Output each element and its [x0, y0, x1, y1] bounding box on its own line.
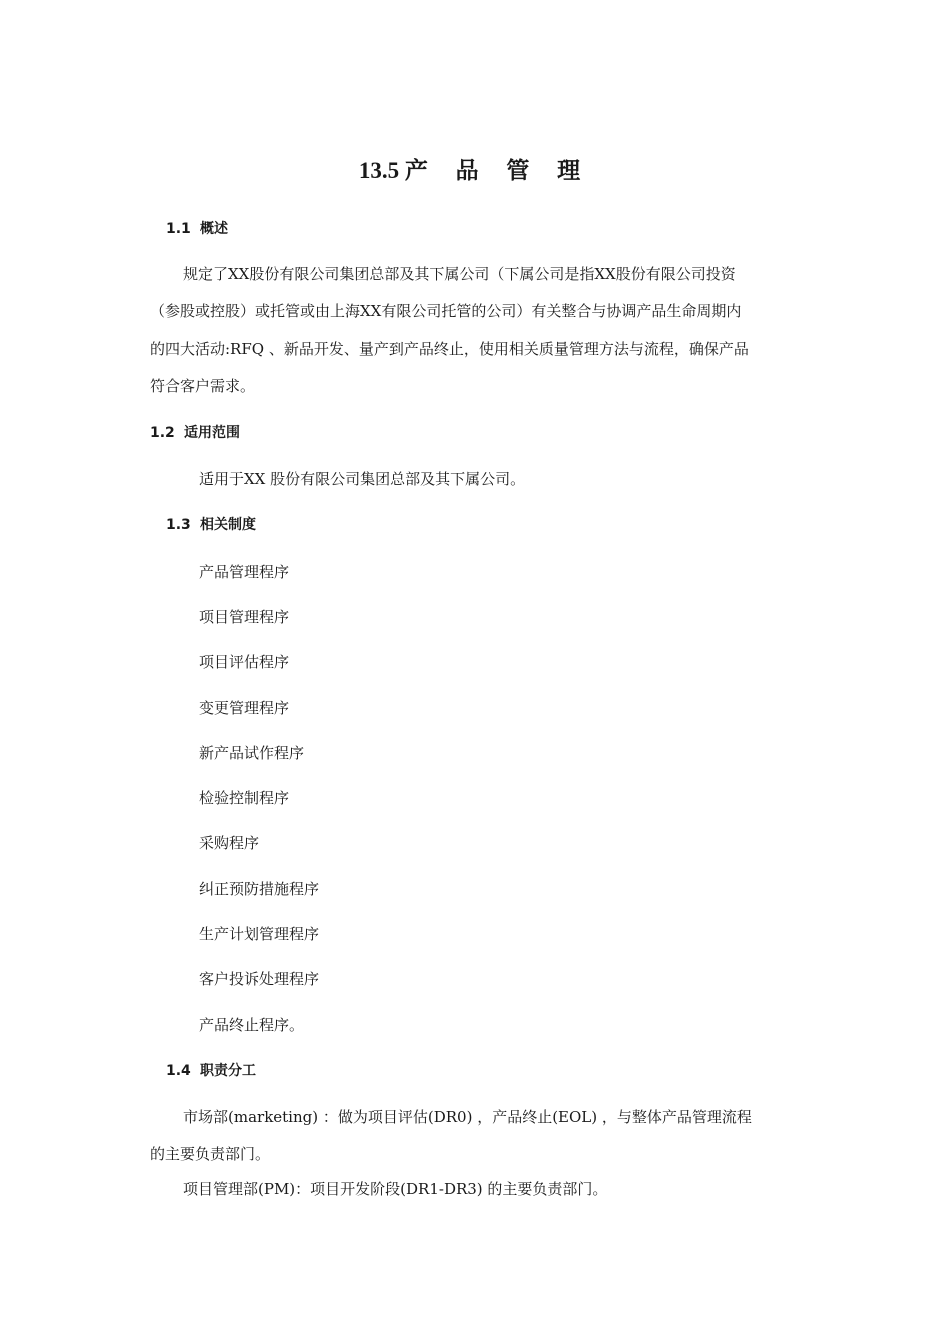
- section-title: 相关制度: [200, 517, 256, 533]
- title-text: 产 品 管 理: [404, 158, 592, 183]
- overview-line: （参股或控股）或托管或由上海XX有限公司托管的公司）有关整合与协调产品生命周期内: [150, 302, 742, 320]
- policy-list-item: 生产计划管理程序: [199, 925, 320, 943]
- responsibility-line: 项目管理部(PM)：项目开发阶段(DR1-DR3) 的主要负责部门。: [183, 1180, 608, 1198]
- scope-text: 适用于XX 股份有限公司集团总部及其下属公司。: [199, 470, 526, 488]
- section-title: 职责分工: [200, 1063, 256, 1079]
- section-heading-responsibilities: [166, 1060, 256, 1080]
- policy-list-item: 产品管理程序: [199, 563, 290, 581]
- section-heading-overview: [166, 218, 228, 238]
- overview-line: 的四大活动:RFQ 、新品开发、量产到产品终止，使用相关质量管理方法与流程，确保产品: [150, 340, 749, 358]
- responsibility-line: 的主要负责部门。: [150, 1145, 271, 1163]
- policy-list-item: 纠正预防措施程序: [199, 880, 320, 898]
- policy-list-item: 项目管理程序: [199, 608, 290, 626]
- section-heading-related-policies: [166, 514, 256, 534]
- policy-list-item: 客户投诉处理程序: [199, 970, 320, 988]
- section-number: 1.1: [166, 221, 191, 237]
- title-number: 13.5: [358, 158, 400, 183]
- policy-list-item: 产品终止程序。: [199, 1016, 305, 1034]
- policy-list-item: 检验控制程序: [199, 789, 290, 807]
- overview-line: 规定了XX股份有限公司集团总部及其下属公司（下属公司是指XX股份有限公司投资: [183, 265, 736, 283]
- section-heading-scope: [150, 422, 240, 442]
- section-number: 1.2: [150, 425, 175, 441]
- policy-list-item: 采购程序: [199, 834, 260, 852]
- section-number: 1.4: [166, 1063, 191, 1079]
- overview-line: 符合客户需求。: [150, 377, 256, 395]
- document-title: [0, 152, 950, 185]
- section-number: 1.3: [166, 517, 191, 533]
- section-title: 概述: [200, 221, 228, 237]
- responsibility-line: 市场部(marketing) ：做为项目评估(DR0) ，产品终止(EOL) ，与整体产品管理流程: [183, 1108, 752, 1126]
- policy-list-item: 项目评估程序: [199, 653, 290, 671]
- section-title: 适用范围: [184, 425, 240, 441]
- policy-list-item: 变更管理程序: [199, 699, 290, 717]
- policy-list-item: 新产品试作程序: [199, 744, 305, 762]
